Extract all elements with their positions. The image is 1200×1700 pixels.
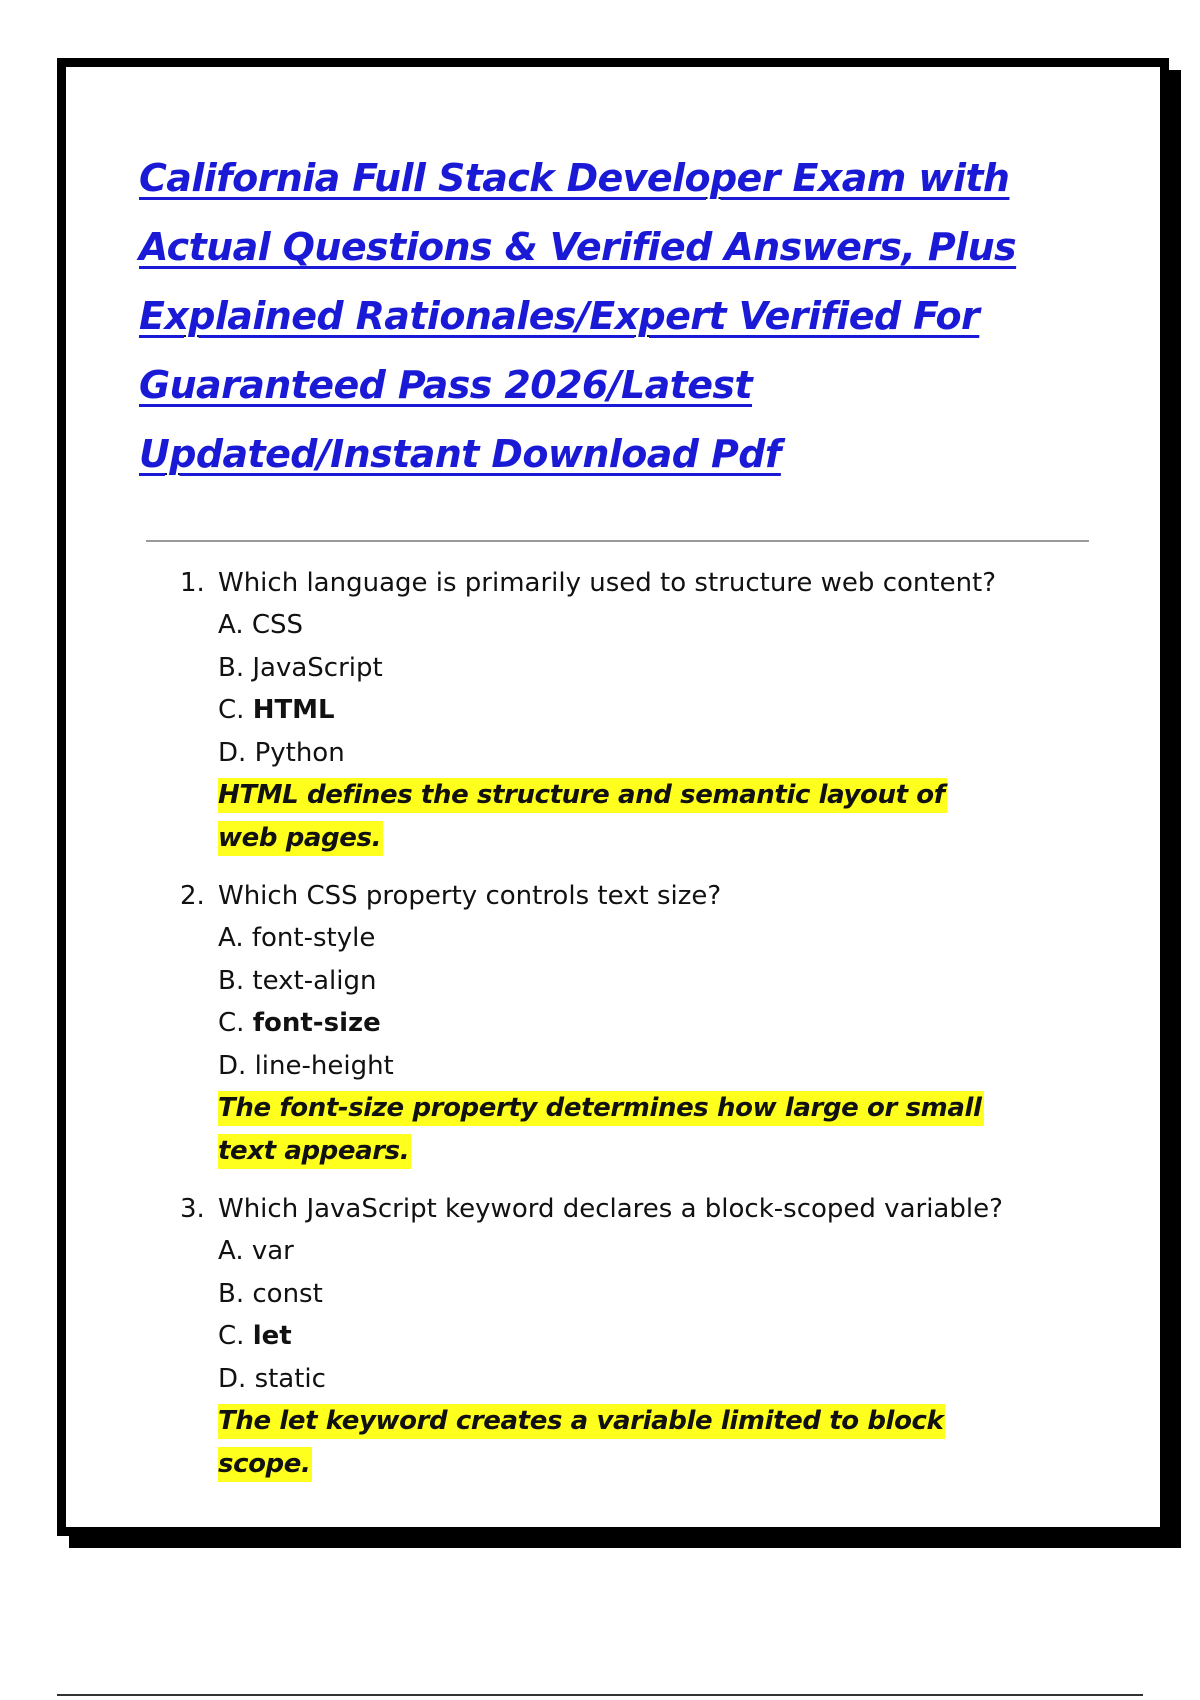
option-letter: C.	[218, 1321, 245, 1351]
rationale-text: The font-size property determines how large or small text appears.	[218, 1091, 984, 1169]
option-text: JavaScript	[252, 652, 383, 683]
option-c-correct	[218, 1002, 1080, 1045]
question-body	[218, 1230, 1080, 1485]
document-title[interactable]	[139, 144, 1099, 489]
option-d	[218, 732, 1080, 775]
question-number: 1.	[180, 568, 205, 598]
option-b	[218, 1273, 1080, 1316]
rationale-highlight	[218, 1400, 1008, 1485]
title-line-3[interactable]: Explained Rationales/Expert Verified For	[139, 294, 980, 338]
option-letter: D.	[218, 737, 247, 768]
option-letter: A.	[218, 923, 244, 953]
option-text: font-size	[252, 1008, 381, 1038]
option-b	[218, 647, 1080, 690]
rationale-text: The let keyword creates a variable limited to block scope.	[218, 1404, 945, 1482]
option-a	[218, 917, 1080, 960]
question-body	[218, 917, 1080, 1172]
question-text: Which CSS property controls text size?	[218, 881, 722, 911]
option-text: text-align	[252, 965, 377, 996]
question-prompt	[180, 875, 1080, 917]
title-line-1[interactable]: California Full Stack Developer Exam with	[139, 156, 1010, 200]
option-c-correct	[218, 689, 1080, 732]
option-a	[218, 1230, 1080, 1273]
option-text: let	[252, 1321, 292, 1351]
question-1	[180, 562, 1080, 859]
rationale-highlight	[218, 1087, 1008, 1172]
option-text: var	[251, 1236, 294, 1266]
option-letter: A.	[218, 1236, 244, 1266]
question-number: 2.	[180, 881, 205, 911]
option-c-correct	[218, 1315, 1080, 1358]
option-d	[218, 1358, 1080, 1401]
option-text: HTML	[252, 695, 335, 725]
rationale-highlight	[218, 774, 1008, 859]
option-text: Python	[254, 737, 345, 768]
option-d	[218, 1045, 1080, 1088]
question-body	[218, 604, 1080, 859]
option-text: font-style	[251, 923, 376, 953]
option-a	[218, 604, 1080, 647]
option-text: line-height	[254, 1050, 394, 1081]
title-line-4[interactable]: Guaranteed Pass 2026/Latest	[139, 363, 753, 407]
question-3	[180, 1188, 1080, 1485]
title-divider	[146, 540, 1089, 542]
question-2	[180, 875, 1080, 1172]
option-letter: A.	[218, 610, 244, 640]
rationale-text: HTML defines the structure and semantic layout of web pages.	[218, 778, 947, 856]
question-prompt	[180, 1188, 1080, 1230]
option-letter: B.	[218, 652, 245, 683]
question-text: Which language is primarily used to structure web content?	[218, 568, 997, 598]
option-letter: B.	[218, 1278, 245, 1309]
question-prompt	[180, 562, 1080, 604]
option-text: static	[254, 1363, 326, 1394]
option-letter: D.	[218, 1363, 247, 1394]
question-number: 3.	[180, 1194, 205, 1224]
option-letter: C.	[218, 1008, 245, 1038]
question-text: Which JavaScript keyword declares a block-scoped variable?	[218, 1194, 1003, 1224]
option-letter: C.	[218, 695, 245, 725]
option-b	[218, 960, 1080, 1003]
title-line-2[interactable]: Actual Questions & Verified Answers, Plus	[139, 225, 1017, 269]
option-text: const	[252, 1278, 323, 1309]
option-letter: D.	[218, 1050, 247, 1081]
option-text: CSS	[251, 610, 304, 640]
title-line-5[interactable]: Updated/Instant Download Pdf	[139, 432, 781, 476]
bottom-rule	[57, 1694, 1143, 1696]
option-letter: B.	[218, 965, 245, 996]
question-list	[180, 562, 1080, 1501]
